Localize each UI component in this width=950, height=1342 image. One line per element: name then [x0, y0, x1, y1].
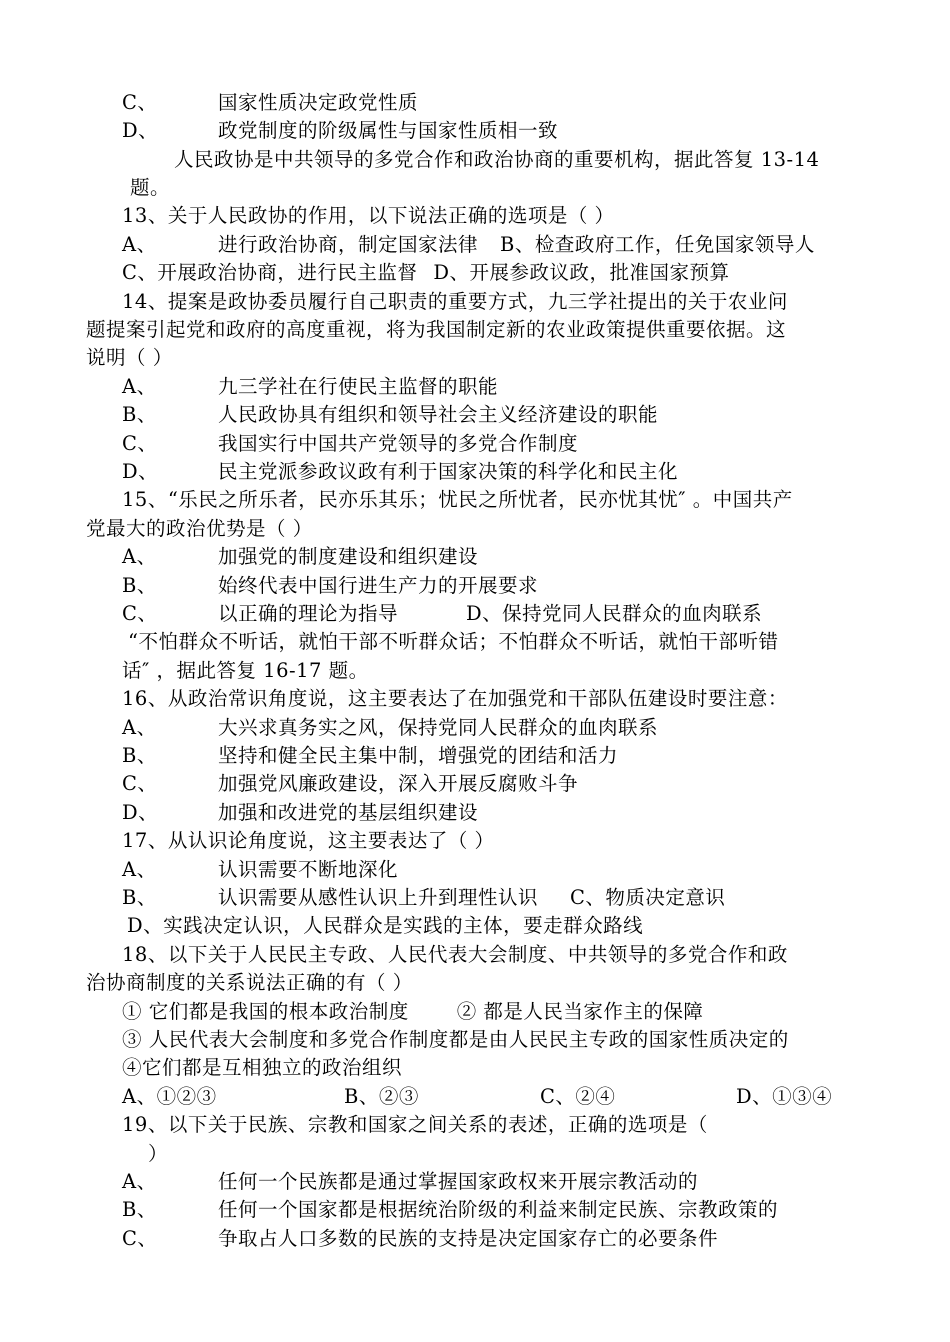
option-text: 人民政协具有组织和领导社会主义经济建设的职能: [218, 403, 659, 426]
statement-text: ② 都是人民当家作主的保障: [456, 1000, 704, 1023]
option-letter: C、: [122, 1227, 158, 1250]
option-text: C、物质决定意识: [570, 886, 726, 909]
question-17-stem: 17、从认识论角度说，这主要表达了（ ）: [122, 829, 495, 852]
option-line: [122, 1225, 718, 1253]
answer-choice-c: C、②④: [540, 1085, 616, 1108]
option-letter: A、: [122, 716, 157, 739]
option-text: 加强和改进党的基层组织建设: [218, 801, 479, 824]
option-letter: C、: [122, 772, 158, 795]
option-text: 我国实行中国共产党领导的多党合作制度: [218, 432, 579, 455]
question-18-stem: 18、以下关于人民民主专政、人民代表大会制度、中共领导的多党合作和政: [122, 943, 788, 966]
option-letter: A、: [122, 375, 157, 398]
option-text: 任何一个民族都是通过掌握国家政权来开展宗教活动的: [218, 1170, 699, 1193]
question-14-stem: 说明（ ）: [86, 346, 173, 369]
statement-line: ③ 人民代表大会制度和多党合作制度都是由人民民主专政的国家性质决定的: [122, 1028, 789, 1051]
option-line: [122, 1168, 698, 1196]
option-letter: A、: [122, 233, 157, 256]
option-text: C、开展政治协商，进行民主监督: [122, 261, 418, 284]
option-letter: B、: [122, 744, 157, 767]
option-text: B、检查政府工作，任免国家领导人: [500, 233, 815, 256]
option-text: 始终代表中国行进生产力的开展要求: [218, 574, 539, 597]
option-line: D、实践决定认识，人民群众是实践的主体，要走群众路线: [127, 914, 644, 937]
option-text: 加强党的制度建设和组织建设: [218, 545, 479, 568]
option-line: [122, 458, 678, 486]
passage-quote-line: 话″ ，据此答复 16-17 题。: [122, 659, 369, 682]
option-text: D、开展参政议政，批准国家预算: [433, 261, 730, 284]
passage-intro-line: 人民政协是中共领导的多党合作和政治协商的重要机构，据此答复 13-14: [174, 148, 820, 171]
option-text: 进行政治协商，制定国家法律: [218, 233, 479, 256]
option-line: [122, 259, 730, 287]
option-line: [122, 742, 618, 770]
answer-choice-a: A、①②③: [122, 1085, 217, 1108]
question-18-stem: 治协商制度的关系说法正确的有（ ）: [86, 971, 413, 994]
statement-line: ④它们都是互相独立的政治组织: [122, 1056, 403, 1079]
option-line: [122, 714, 658, 742]
option-text: 认识需要不断地深化: [218, 858, 399, 881]
option-line: [122, 543, 478, 571]
answer-choice-b: B、②③: [344, 1085, 419, 1108]
answer-choices-line: [122, 1083, 832, 1111]
option-text: 认识需要从感性认识上升到理性认识: [218, 886, 539, 909]
option-text: 政党制度的阶级属性与国家性质相一致: [218, 119, 559, 142]
option-letter: A、: [122, 1170, 157, 1193]
option-letter: B、: [122, 886, 157, 909]
option-letter: A、: [122, 545, 157, 568]
option-text: 民主党派参政议政有利于国家决策的科学化和民主化: [218, 460, 679, 483]
question-16-stem: 16、从政治常识角度说，这主要表达了在加强党和干部队伍建设时要注意：: [122, 687, 788, 710]
question-15-stem: 党最大的政治优势是（ ）: [86, 517, 313, 540]
question-15-stem: 15、“乐民之所乐者，民亦乐其乐；忧民之所忧者，民亦忧其忧″ 。中国共产: [122, 488, 793, 511]
option-c-line: [122, 89, 418, 117]
option-line: [122, 1196, 778, 1224]
option-text: 国家性质决定政党性质: [218, 91, 419, 114]
option-d-line: [122, 117, 558, 145]
question-19-stem: 19、以下关于民族、宗教和国家之间关系的表述，正确的选项是（: [122, 1113, 708, 1136]
question-14-stem: 题提案引起党和政府的高度重视，将为我国制定新的农业政策提供重要依据。这: [86, 318, 787, 341]
option-line: [122, 799, 478, 827]
option-text: 以正确的理论为指导: [218, 602, 399, 625]
option-text: 坚持和健全民主集中制，增强党的团结和活力: [218, 744, 619, 767]
option-letter: C、: [122, 602, 158, 625]
question-14-stem: 14、提案是政协委员履行自己职责的重要方式，九三学社提出的关于农业问: [122, 290, 788, 313]
option-letter: C、: [122, 432, 158, 455]
option-letter: A、: [122, 858, 157, 881]
statement-line: [122, 998, 703, 1026]
option-line: [122, 770, 578, 798]
question-19-stem: ）: [148, 1142, 169, 1165]
option-text: 大兴求真务实之风，保持党同人民群众的血肉联系: [218, 716, 659, 739]
option-letter: B、: [122, 574, 157, 597]
option-line: [122, 430, 578, 458]
passage-intro-line: 题。: [130, 176, 171, 199]
option-letter: D、: [122, 119, 159, 142]
option-line: [122, 231, 815, 259]
option-line: [122, 600, 762, 628]
statement-text: ① 它们都是我国的根本政治制度: [122, 1000, 409, 1023]
question-13-stem: 13、关于人民政协的作用，以下说法正确的选项是（ ）: [122, 204, 615, 227]
passage-quote-line: “不怕群众不听话，就怕干部不听群众话；不怕群众不听话，就怕干部听错: [128, 630, 779, 653]
option-text: 加强党风廉政建设，深入开展反腐败斗争: [218, 772, 579, 795]
option-text: 争取占人口多数的民族的支持是决定国家存亡的必要条件: [218, 1227, 719, 1250]
option-line: [122, 373, 498, 401]
option-text: 九三学社在行使民主监督的职能: [218, 375, 499, 398]
option-letter: D、: [122, 460, 159, 483]
option-line: [122, 401, 658, 429]
option-letter: B、: [122, 1198, 157, 1221]
option-letter: D、: [122, 801, 159, 824]
option-text: D、保持党同人民群众的血肉联系: [466, 602, 763, 625]
option-letter: B、: [122, 403, 157, 426]
option-line: [122, 884, 725, 912]
option-letter: C、: [122, 91, 158, 114]
option-text: 任何一个国家都是根据统治阶级的利益来制定民族、宗教政策的: [218, 1198, 779, 1221]
option-line: [122, 856, 398, 884]
option-line: [122, 572, 538, 600]
answer-choice-d: D、①③④: [736, 1085, 833, 1108]
